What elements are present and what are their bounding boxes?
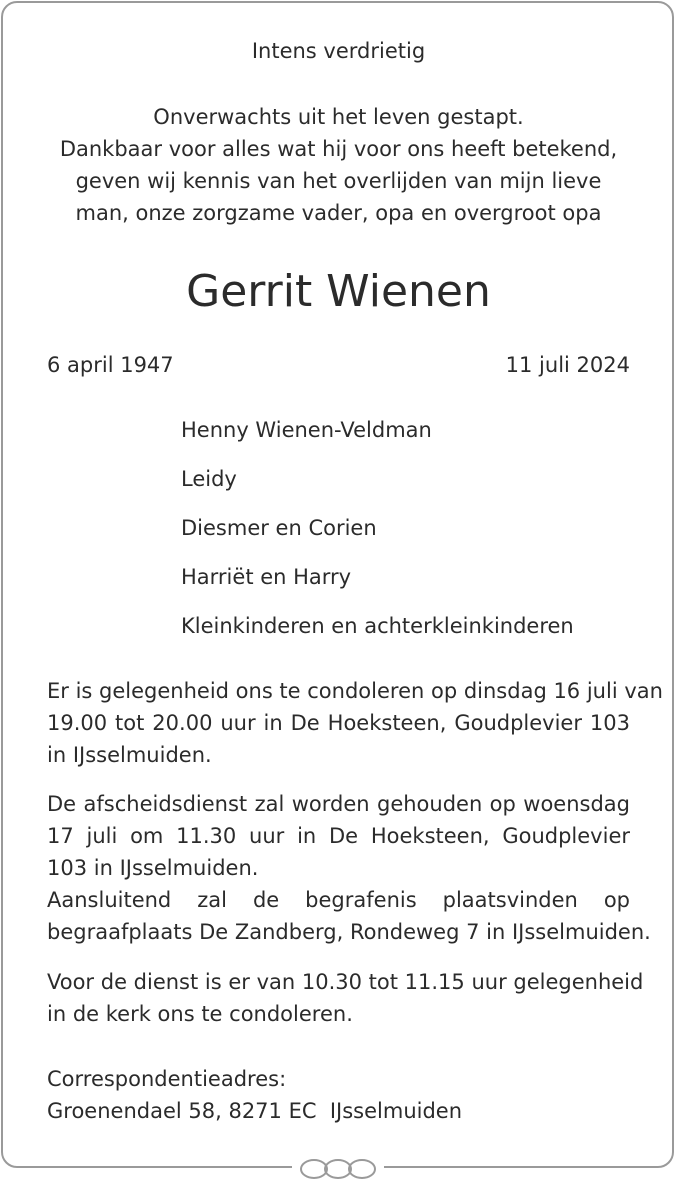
death-date: 11 juli 2024	[505, 353, 630, 377]
paragraph-line: in IJsselmuiden.	[47, 743, 212, 767]
paragraph-line: in de kerk ons te condoleren.	[47, 1002, 353, 1026]
service-paragraph	[47, 788, 651, 948]
intro-line: Dankbaar voor alles wat hij voor ons heeft betekend,	[59, 137, 618, 161]
paragraph-line: Voor de dienst is er van 10.30 tot 11.15 uur gelegenheid	[47, 970, 644, 994]
paragraph-line: Aansluitend zal de begrafenis plaatsvinden op	[47, 888, 630, 912]
family-member: Harriët en Harry	[181, 565, 352, 589]
family-member: Diesmer en Corien	[181, 516, 377, 540]
paragraph-line: 103 in IJsselmuiden.	[47, 856, 259, 880]
correspondence-address: Groenendael 58, 8271 EC IJsselmuiden	[47, 1099, 463, 1123]
paragraph-line: 19.00 tot 20.00 uur in De Hoeksteen, Goudplevier 103	[47, 711, 630, 735]
paragraph-line: Er is gelegenheid ons te condoleren op dinsdag 16 juli van	[47, 679, 663, 703]
church-paragraph	[47, 966, 644, 1030]
intro-title: Intens verdrietig	[251, 39, 426, 63]
condolence-paragraph	[47, 675, 663, 771]
family-member: Kleinkinderen en achterkleinkinderen	[181, 614, 574, 638]
intro-line: man, onze zorgzame vader, opa en overgroot opa	[75, 201, 602, 225]
paragraph-line: De afscheidsdienst zal worden gehouden op woensdag	[47, 792, 630, 816]
family-member: Leidy	[181, 467, 237, 491]
family-list	[181, 414, 574, 659]
paragraph-line: begraafplaats De Zandberg, Rondeweg 7 in IJsselmuiden.	[47, 920, 651, 944]
family-member: Henny Wienen-Veldman	[181, 418, 432, 442]
correspondence-label: Correspondentieadres:	[47, 1067, 287, 1091]
intro-line: geven wij kennis van het overlijden van mijn lieve	[75, 169, 602, 193]
intro-line: Onverwachts uit het leven gestapt.	[153, 105, 524, 129]
birth-date: 6 april 1947	[47, 353, 174, 377]
triple-loop-ornament-icon	[292, 1156, 384, 1182]
correspondence-block	[47, 1063, 630, 1127]
paragraph-line: 17 juli om 11.30 uur in De Hoeksteen, Goudplevier	[47, 824, 630, 848]
deceased-name: Gerrit Wienen	[186, 266, 491, 317]
intro-text	[0, 101, 677, 229]
